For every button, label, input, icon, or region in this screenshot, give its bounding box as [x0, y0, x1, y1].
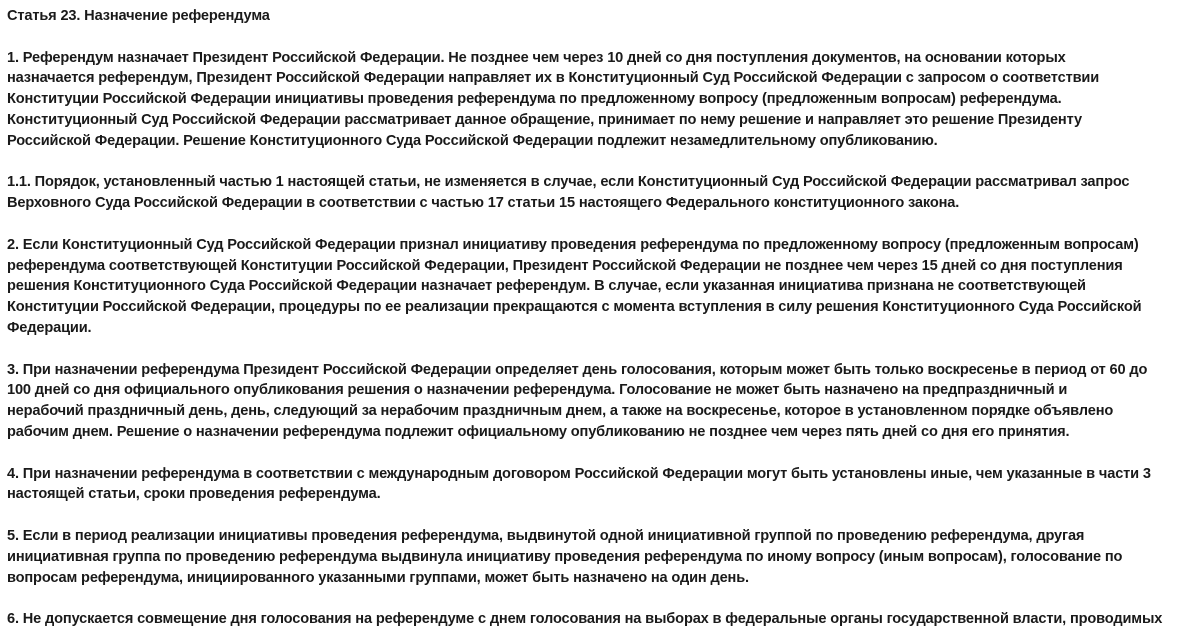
- paragraph-line: 1. Референдум назначает Президент Российской Федерации. Не позднее чем через 10 дней со дня поступления документов, на основании которых: [7, 49, 1066, 66]
- paragraph-1-1: [7, 172, 1197, 214]
- spacer: [7, 443, 1197, 464]
- paragraph-line: Федерации.: [7, 319, 92, 336]
- paragraph-line: нерабочий праздничный день, день, следующий за нерабочим праздничным днем, а также на воскресенье, которое в установленном порядке объявлено: [7, 403, 1114, 420]
- paragraph-line: 3. При назначении референдума Президент Российской Федерации определяет день голосования, которым может быть только воскресенье в период от 60 до: [7, 361, 1148, 378]
- document-body: [7, 6, 1197, 630]
- paragraph-line: назначается референдум, Президент Российской Федерации направляет их в Конституционный Суд Российской Федерации с запросом о соответствии: [7, 70, 1100, 87]
- paragraph-line: Верховного Суда Российской Федерации в соответствии с частью 17 статьи 15 настоящего Федерального конституционного закона.: [7, 195, 960, 212]
- paragraph-4: [7, 464, 1197, 506]
- paragraph-line: 4. При назначении референдума в соответствии с международным договором Российской Федерации могут быть установлены иные, чем указанные в части 3: [7, 465, 1151, 482]
- spacer: [7, 27, 1197, 48]
- paragraph-5: [7, 526, 1197, 588]
- spacer: [7, 505, 1197, 526]
- spacer: [7, 339, 1197, 360]
- paragraph-line: Российской Федерации. Решение Конституционного Суда Российской Федерации подлежит незамедлительному опубликованию.: [7, 132, 938, 149]
- paragraph-line: 5. Если в период реализации инициативы проведения референдума, выдвинутой одной инициативной группой по проведению референдума, другая: [7, 527, 1085, 544]
- paragraph-line: 100 дней со дня официального опубликования решения о назначении референдума. Голосование не может быть назначено на предпраздничный и: [7, 382, 1068, 399]
- paragraph-line: Конституции Российской Федерации инициативы проведения референдума по предложенному вопросу (предложенным вопросам) референдума.: [7, 91, 1062, 108]
- paragraph-line: Конституции Российской Федерации, процедуры по ее реализации прекращаются с момента вступления в силу решения Конституционного Суда Российской: [7, 299, 1142, 316]
- paragraph-line: настоящей статьи, сроки проведения референдума.: [7, 486, 381, 503]
- paragraph-line: 1.1. Порядок, установленный частью 1 настоящей статьи, не изменяется в случае, если Конституционный Суд Российской Федерации рассматривал запрос: [7, 174, 1130, 191]
- paragraph-6: [7, 609, 1197, 630]
- spacer: [7, 588, 1197, 609]
- paragraph-3: [7, 360, 1197, 443]
- paragraph-line: референдума соответствующей Конституции Российской Федерации, Президент Российской Федерации не позднее чем через 15 дней со дня поступления: [7, 257, 1123, 274]
- paragraph-line: вопросам референдума, инициированного указанными группами, может быть назначено на один день.: [7, 569, 749, 586]
- spacer: [7, 152, 1197, 173]
- spacer: [7, 214, 1197, 235]
- paragraph-line: рабочим днем. Решение о назначении референдума подлежит официальному опубликованию не позднее чем через пять дней со дня его принятия.: [7, 423, 1070, 440]
- paragraph-line: инициативная группа по проведению референдума выдвинула инициативу проведения референдума по иному вопросу (иным вопросам), голосование по: [7, 548, 1123, 565]
- paragraph-2: [7, 235, 1197, 339]
- paragraph-line: 2. Если Конституционный Суд Российской Федерации признал инициативу проведения референдума по предложенному вопросу (предложенным вопросам): [7, 236, 1139, 253]
- paragraph-line: Конституционный Суд Российской Федерации рассматривает данное обращение, принимает по нему решение и направляет это решение Президенту: [7, 111, 1082, 128]
- paragraph-line: решения Конституционного Суда Российской Федерации назначает референдум. В случае, если указанная инициатива признана не соответствующей: [7, 278, 1086, 295]
- paragraph-line: 6. Не допускается совмещение дня голосования на референдуме с днем голосования на выборах в федеральные органы государственной власти, проводимых: [7, 611, 1163, 628]
- paragraph-1: [7, 48, 1197, 152]
- article-title: Статья 23. Назначение референдума: [7, 8, 270, 24]
